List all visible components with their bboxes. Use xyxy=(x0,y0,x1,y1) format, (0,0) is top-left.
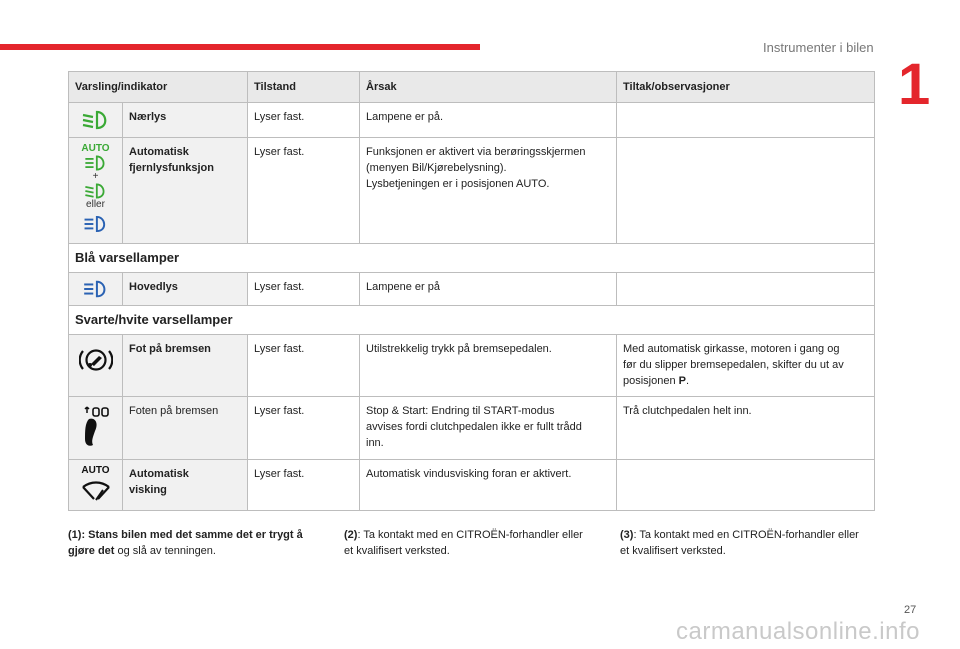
watermark: carmanualsonline.info xyxy=(676,618,920,645)
indicator-cause xyxy=(360,397,617,460)
table-row xyxy=(69,397,875,460)
name-line: Automatisk xyxy=(129,468,189,480)
indicator-state: Lyser fast. xyxy=(248,397,360,460)
footnote-text: : Ta kontakt med en CITROËN-forhandler eller et kvalifisert verksted. xyxy=(620,529,859,557)
action-line xyxy=(623,373,868,389)
table-row xyxy=(69,335,875,397)
footnote-3 xyxy=(620,527,870,559)
indicator-action xyxy=(617,103,875,138)
plus-sign: + xyxy=(92,171,99,182)
indicator-table xyxy=(68,71,875,511)
footnote-ref: (1) xyxy=(68,529,82,541)
section-row-black xyxy=(69,306,875,335)
indicator-cause: Lampene er på. xyxy=(360,103,617,138)
indicator-name xyxy=(123,460,248,511)
indicator-action xyxy=(617,460,875,511)
low-beam-green-icon xyxy=(69,103,123,138)
auto-lights-icon xyxy=(69,138,123,244)
col-header-indicator: Varsling/indikator xyxy=(69,72,248,103)
indicator-cause: Automatisk vindusvisking foran er aktivert. xyxy=(360,460,617,511)
footnote-ref: (3) xyxy=(620,529,634,541)
indicator-cause: Utilstrekkelig trykk på bremsepedalen. xyxy=(360,335,617,397)
table-header-row xyxy=(69,72,875,103)
foot-on-clutch-icon xyxy=(69,397,123,460)
indicator-name: Automatisk fjernlysfunksjon xyxy=(123,138,248,244)
cause-line: (menyen Bil/Kjørebelysning). xyxy=(366,162,507,174)
action-end: . xyxy=(686,375,690,387)
cause-line: avvises fordi clutchpedalen ikke er fullt trådd xyxy=(366,421,582,433)
auto-label: AUTO xyxy=(81,143,110,154)
high-beam-blue-icon xyxy=(69,273,123,306)
low-beam-green-icon xyxy=(81,182,111,200)
footnote-text: og slå av tenningen. xyxy=(114,545,216,557)
cause-line: Stop & Start: Endring til START-modus xyxy=(366,405,555,417)
indicator-name: Fot på bremsen xyxy=(123,335,248,397)
indicator-name: Nærlys xyxy=(123,103,248,138)
action-line: Med automatisk girkasse, motoren i gang og xyxy=(623,343,840,355)
indicator-state: Lyser fast. xyxy=(248,335,360,397)
page-number: 27 xyxy=(904,604,917,616)
cause-line: Lysbetjeningen er i posisjonen AUTO. xyxy=(366,178,550,190)
section-title: Instrumenter i bilen xyxy=(763,40,874,55)
high-beam-blue-icon xyxy=(81,214,111,234)
table-row xyxy=(69,273,875,306)
indicator-cause: Lampene er på xyxy=(360,273,617,306)
footnote-ref: (2) xyxy=(344,529,358,541)
footnote-2 xyxy=(344,527,594,559)
footnote-text: : Ta kontakt med en CITROËN-forhandler eller et kvalifisert verksted. xyxy=(344,529,583,557)
section-row-blue xyxy=(69,244,875,273)
indicator-action xyxy=(617,138,875,244)
section-heading: Svarte/hvite varsellamper xyxy=(69,306,875,335)
indicator-state: Lyser fast. xyxy=(248,138,360,244)
name-line: visking xyxy=(129,484,167,496)
footnote-1 xyxy=(68,527,323,559)
col-header-state: Tilstand xyxy=(248,72,360,103)
footnote-bold: : Stans bilen med det samme det er trygt å gjøre det xyxy=(68,529,303,557)
table-row xyxy=(69,460,875,511)
indicator-state: Lyser fast. xyxy=(248,460,360,511)
action-line: før du slipper bremsepedalen, skifter du ut av xyxy=(623,359,844,371)
indicator-action xyxy=(617,273,875,306)
indicator-name: Hovedlys xyxy=(123,273,248,306)
action-text: posisjonen xyxy=(623,375,679,387)
gear-position: P xyxy=(678,375,686,387)
table-row xyxy=(69,138,875,244)
indicator-action xyxy=(617,335,875,397)
top-accent-bar xyxy=(0,44,480,50)
cause-line: inn. xyxy=(366,437,384,449)
col-header-cause: Årsak xyxy=(360,72,617,103)
cause-line: Funksjonen er aktivert via berøringsskjermen xyxy=(366,146,586,158)
indicator-cause xyxy=(360,138,617,244)
indicator-state: Lyser fast. xyxy=(248,103,360,138)
table-row xyxy=(69,103,875,138)
indicator-name: Foten på bremsen xyxy=(123,397,248,460)
foot-on-brake-icon xyxy=(69,335,123,397)
indicator-state: Lyser fast. xyxy=(248,273,360,306)
indicator-action: Trå clutchpedalen helt inn. xyxy=(617,397,875,460)
chapter-number: 1 xyxy=(898,52,931,117)
or-label: eller xyxy=(86,199,105,210)
auto-label: AUTO xyxy=(81,465,110,476)
col-header-action: Tiltak/observasjoner xyxy=(617,72,875,103)
auto-wiper-icon xyxy=(69,460,123,511)
section-heading: Blå varsellamper xyxy=(69,244,875,273)
